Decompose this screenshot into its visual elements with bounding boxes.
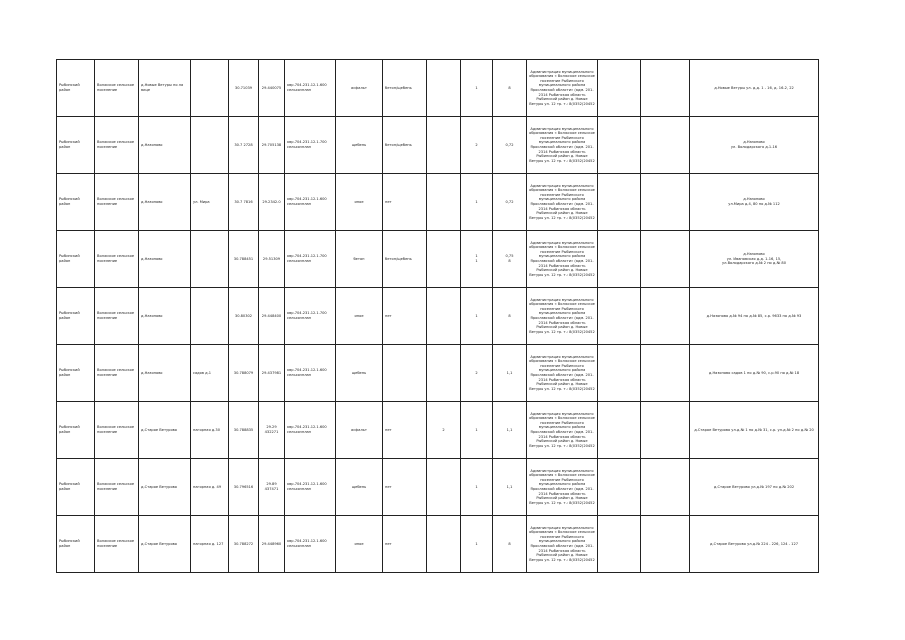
street-cell: ул. Мира <box>191 174 229 231</box>
table-row <box>57 345 819 402</box>
table-row <box>57 402 819 459</box>
empty-cell-2 <box>641 288 690 345</box>
cadastre-cell: квр.704.231.12.1.600 сельхозплан <box>285 402 336 459</box>
table-row <box>57 231 819 288</box>
empty-cell-1 <box>598 60 641 117</box>
base-cell: нет <box>383 402 427 459</box>
district-cell: Рыбинский район <box>57 516 95 573</box>
owner-admin-cell: Администрация муниципального образования « Волжское сельское поселение Рыбинского муниципального района Ярославской области» (адм. 201-2314 Рыбинская область Рыбинский район д. Новые Ветуры ул. 12 тр. т.: 8(0352)20452 <box>527 231 598 288</box>
served-addresses-cell: д.Назоново ул.Мира д.4, 80 по д.№ 112 <box>690 174 819 231</box>
locality-cell: д.Старое Ветурово <box>139 459 191 516</box>
cadastre-cell: квр.704.231.12.1.600 сельхозплан <box>285 345 336 402</box>
container-count-cell: 1 <box>461 288 493 345</box>
settlement-cell: Волжское сельское поселение <box>95 516 139 573</box>
base-cell: нет <box>383 288 427 345</box>
table-row <box>57 60 819 117</box>
owner-admin-cell: Администрация муниципального образования « Волжское сельское поселение Рыбинского муниципального района Ярославской области» (адм. 201-2314 Рыбинская область Рыбинский район д. Новые Ветуры ул. 12 тр. т.: 8(0352)20452 <box>527 288 598 345</box>
district-cell: Рыбинский район <box>57 288 95 345</box>
locality-cell: д.Старое Ветурово <box>139 516 191 573</box>
latitude-cell: 30.788835 <box>229 402 259 459</box>
district-cell: Рыбинский район <box>57 60 95 117</box>
surface-cell: асфальт <box>336 60 383 117</box>
longitude-cell: 29.437981 <box>259 345 285 402</box>
volume-cell: 1,1 <box>493 459 527 516</box>
surface-cell: щебень <box>336 345 383 402</box>
waste-sites-table <box>56 59 819 573</box>
street-cell <box>191 60 229 117</box>
cadastre-cell: квр.704.231.12.1.700 сельхозплан <box>285 288 336 345</box>
served-addresses-cell: д.Назоново ул. Ивановская д.д. 1-16, 15, ул.Володарского д.№ 2 по д.№ 80 <box>690 231 819 288</box>
empty-cell-2 <box>641 174 690 231</box>
owner-admin-cell: Администрация муниципального образования « Волжское сельское поселение Рыбинского муниципального района Ярославской области» (адм. 201-2314 Рыбинская область Рыбинский район д. Новые Ветуры ул. 12 тр. т.: 8(0352)20452 <box>527 174 598 231</box>
empty-cell-1 <box>598 345 641 402</box>
owner-admin-cell: Администрация муниципального образования « Волжское сельское поселение Рыбинского муниципального района Ярославской области» (адм. 201-2314 Рыбинская область Рыбинский район д. Новые Ветуры ул. 12 тр. т.: 8(0352)20452 <box>527 516 598 573</box>
surface-cell: бетон <box>336 231 383 288</box>
settlement-cell: Волжское сельское поселение <box>95 117 139 174</box>
locality-cell: д.Назоново <box>139 288 191 345</box>
cadastre-cell: квр.704.231.12.1.600 сельхозплан <box>285 459 336 516</box>
locality-cell: д.Старое Ветурово <box>139 402 191 459</box>
table-row <box>57 117 819 174</box>
served-addresses-cell: д.Старое Ветурово ул.д.№ 224 - 226, 124 - 127 <box>690 516 819 573</box>
empty-cell-2 <box>641 60 690 117</box>
container-count-cell: 2 <box>461 345 493 402</box>
empty-cell-2 <box>641 117 690 174</box>
owner-admin-cell: Администрация муниципального образования « Волжское сельское поселение Рыбинского муниципального района Ярославской области» (адм. 201-2314 Рыбинская область Рыбинский район д. Новые Ветуры ул. 12 тр. т.: 8(0352)20452 <box>527 117 598 174</box>
table-row <box>57 174 819 231</box>
container-count-cell: 1 <box>461 60 493 117</box>
container-count-cell: 1 <box>461 174 493 231</box>
locality-cell: д.Назоново <box>139 117 191 174</box>
street-cell: нагорная д. 127 <box>191 516 229 573</box>
area-cell <box>427 174 461 231</box>
longitude-cell: 29.705138 <box>259 117 285 174</box>
volume-cell: 8 <box>493 60 527 117</box>
district-cell: Рыбинский район <box>57 231 95 288</box>
surface-cell: щебень <box>336 459 383 516</box>
container-count-cell: 2 <box>461 117 493 174</box>
owner-admin-cell: Администрация муниципального образования « Волжское сельское поселение Рыбинского муниципального района Ярославской области» (адм. 201-2314 Рыбинская область Рыбинский район д. Новые Ветуры ул. 12 тр. т.: 8(0352)20452 <box>527 345 598 402</box>
cadastre-cell: квр.704.231.12.1.600 сельхозплан <box>285 516 336 573</box>
empty-cell-1 <box>598 174 641 231</box>
empty-cell-1 <box>598 288 641 345</box>
empty-cell-2 <box>641 231 690 288</box>
surface-cell: иное <box>336 516 383 573</box>
base-cell <box>383 345 427 402</box>
volume-cell: 1,1 <box>493 402 527 459</box>
settlement-cell: Волжское сельское поселение <box>95 231 139 288</box>
served-addresses-cell: д.Старое Ветурово ул.д.№ 1 по д.№ 31, с.р. ул.д.№ 2 по д.№ 20 <box>690 402 819 459</box>
settlement-cell: Волжское сельское поселение <box>95 459 139 516</box>
street-cell <box>191 288 229 345</box>
surface-cell: асфальт <box>336 402 383 459</box>
settlement-cell: Волжское сельское поселение <box>95 345 139 402</box>
empty-cell-1 <box>598 402 641 459</box>
empty-cell-1 <box>598 117 641 174</box>
cadastre-cell: квр.704.231.12.1.700 сельхозплан <box>285 231 336 288</box>
latitude-cell: 30.788272 <box>229 516 259 573</box>
latitude-cell: 30.788079 <box>229 345 259 402</box>
settlement-cell: Волжское сельское поселение <box>95 402 139 459</box>
served-addresses-cell: д.Назоново ул. Володарского д.1-16 <box>690 117 819 174</box>
street-cell <box>191 231 229 288</box>
table-row <box>57 516 819 573</box>
latitude-cell: 30.7 2728 <box>229 117 259 174</box>
latitude-cell: 30.796516 <box>229 459 259 516</box>
longitude-cell: 29.29 432271 <box>259 402 285 459</box>
settlement-cell: Волжское сельское поселение <box>95 60 139 117</box>
area-cell <box>427 117 461 174</box>
surface-cell: иное <box>336 288 383 345</box>
empty-cell-2 <box>641 402 690 459</box>
volume-cell: 0,72 <box>493 117 527 174</box>
empty-cell-2 <box>641 516 690 573</box>
volume-cell: 0,75 8 <box>493 231 527 288</box>
empty-cell-2 <box>641 345 690 402</box>
empty-cell-1 <box>598 231 641 288</box>
empty-cell-1 <box>598 516 641 573</box>
owner-admin-cell: Администрация муниципального образования « Волжское сельское поселение Рыбинского муниципального района Ярославской области» (адм. 201-2314 Рыбинская область Рыбинский район д. Новые Ветуры ул. 12 тр. т.: 8(0352)20452 <box>527 459 598 516</box>
container-count-cell: 1 <box>461 402 493 459</box>
base-cell: бетон/щебень <box>383 60 427 117</box>
latitude-cell: 30.7 7816 <box>229 174 259 231</box>
table-row <box>57 288 819 345</box>
surface-cell: щебень <box>336 117 383 174</box>
cadastre-cell: квр.704.231.12.1.600 сельхозплан <box>285 174 336 231</box>
owner-admin-cell: Администрация муниципального образования « Волжское сельское поселение Рыбинского муниципального района Ярославской области» (адм. 201-2314 Рыбинская область Рыбинский район д. Новые Ветуры ул. 12 тр. т.: 8(0352)20452 <box>527 60 598 117</box>
longitude-cell: 29.448960 <box>259 516 285 573</box>
surface-cell: иное <box>336 174 383 231</box>
served-addresses-cell: д.Назоново садов 1 по д.№ 90, с.р.90 по д.№ 18 <box>690 345 819 402</box>
settlement-cell: Волжское сельское поселение <box>95 288 139 345</box>
base-cell: бетон/щебень <box>383 231 427 288</box>
volume-cell: 8 <box>493 288 527 345</box>
latitude-cell: 30.71039 <box>229 60 259 117</box>
longitude-cell: 29.89 437471 <box>259 459 285 516</box>
empty-cell-2 <box>641 459 690 516</box>
empty-cell-1 <box>598 459 641 516</box>
latitude-cell: 30.788451 <box>229 231 259 288</box>
cadastre-cell: квр.704.231.12.1.700 сельхозплан <box>285 117 336 174</box>
area-cell <box>427 459 461 516</box>
locality-cell: д.Новые Ветуры по ла вице <box>139 60 191 117</box>
table-row <box>57 459 819 516</box>
district-cell: Рыбинский район <box>57 117 95 174</box>
container-count-cell: 1 1 <box>461 231 493 288</box>
base-cell: нет <box>383 459 427 516</box>
longitude-cell: 29.440075 <box>259 60 285 117</box>
volume-cell: 0,72 <box>493 174 527 231</box>
container-count-cell: 1 <box>461 516 493 573</box>
locality-cell: д.Назоново <box>139 174 191 231</box>
latitude-cell: 30.80302 <box>229 288 259 345</box>
longitude-cell: 29.448400 <box>259 288 285 345</box>
longitude-cell: 29.51309 <box>259 231 285 288</box>
street-cell: садов д.1 <box>191 345 229 402</box>
settlement-cell: Волжское сельское поселение <box>95 174 139 231</box>
base-cell: бетон/щебень <box>383 117 427 174</box>
longitude-cell: 29.2342.0 <box>259 174 285 231</box>
owner-admin-cell: Администрация муниципального образования « Волжское сельское поселение Рыбинского муниципального района Ярославской области» (адм. 201-2314 Рыбинская область Рыбинский район д. Новые Ветуры ул. 12 тр. т.: 8(0352)20452 <box>527 402 598 459</box>
base-cell: нет <box>383 174 427 231</box>
served-addresses-cell: д.Новые Ветуры ул. д.д. 1 - 16, д. 16-2, 22 <box>690 60 819 117</box>
locality-cell: д.Назоново <box>139 345 191 402</box>
street-cell: нагорная д.30 <box>191 402 229 459</box>
area-cell <box>427 60 461 117</box>
area-cell: 2 <box>427 402 461 459</box>
cadastre-cell: квр.704.231.12.1.600 сельхозплан <box>285 60 336 117</box>
district-cell: Рыбинский район <box>57 174 95 231</box>
area-cell <box>427 231 461 288</box>
volume-cell: 8 <box>493 516 527 573</box>
area-cell <box>427 288 461 345</box>
volume-cell: 1,1 <box>493 345 527 402</box>
area-cell <box>427 516 461 573</box>
locality-cell: д.Назоново <box>139 231 191 288</box>
container-count-cell: 1 <box>461 459 493 516</box>
served-addresses-cell: д.Старое Ветурово ул.д.№ 197 по д.№ 202 <box>690 459 819 516</box>
base-cell: нет <box>383 516 427 573</box>
district-cell: Рыбинский район <box>57 459 95 516</box>
area-cell <box>427 345 461 402</box>
served-addresses-cell: д.Назоново д.№ 94 по д.№ 85, с.р. 9633 по д.№ 93 <box>690 288 819 345</box>
street-cell <box>191 117 229 174</box>
district-cell: Рыбинский район <box>57 402 95 459</box>
district-cell: Рыбинский район <box>57 345 95 402</box>
street-cell: нагорная д. 49 <box>191 459 229 516</box>
